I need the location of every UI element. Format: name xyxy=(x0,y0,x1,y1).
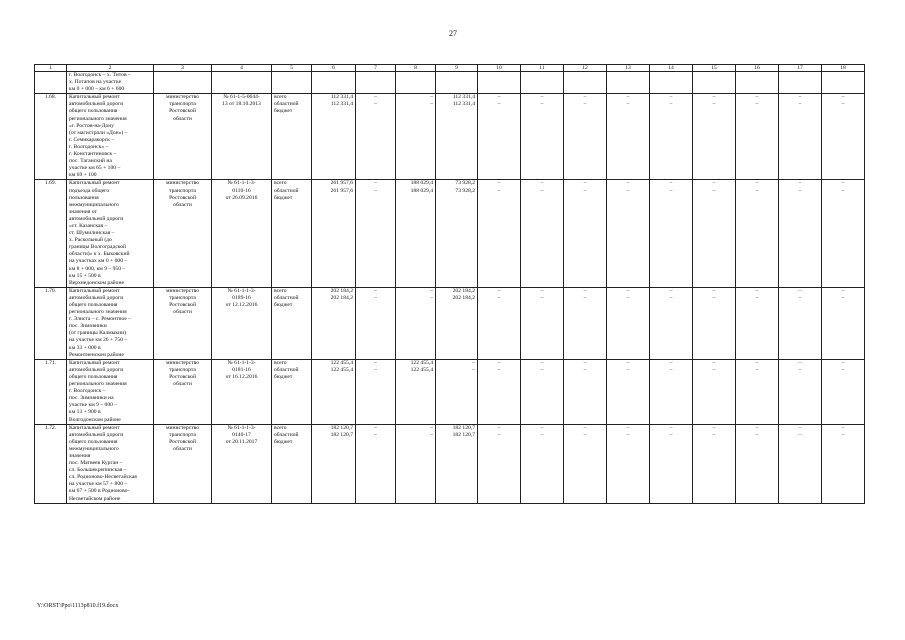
empty-cell xyxy=(35,72,67,94)
year-amount-14: – – xyxy=(650,180,693,287)
year-amount-15: – – xyxy=(693,359,736,424)
header-cell: 8 xyxy=(396,65,436,72)
empty-cell xyxy=(478,72,521,94)
year-amount-8: 122 455,4 122 455,4 xyxy=(396,359,436,424)
funding-source: всего областной бюджет xyxy=(272,359,312,424)
total-amount: 182 120,7 182 120,7 xyxy=(312,424,356,503)
year-amount-11: – – xyxy=(521,287,564,359)
header-cell: 6 xyxy=(312,65,356,72)
contract-reference: № 61-1-1-3- 0140-17 от 20.11.2017 xyxy=(212,424,272,503)
year-amount-13: – – xyxy=(607,94,650,180)
row-description: Капитальный ремонт автомобильной дороги общего пользования регионального значения «г. Ростов-на-Дону (от магистрали «Дон») – г. Семикаракорск – г. Волгодонск» – г. Константиновск – пос. Таганский на участке км 65 + 100 – км 69 + 100 xyxy=(67,94,154,180)
header-cell: 12 xyxy=(564,65,607,72)
empty-cell xyxy=(521,72,564,94)
table-row xyxy=(35,424,865,503)
header-cell: 18 xyxy=(822,65,865,72)
year-amount-12: – – xyxy=(564,424,607,503)
year-amount-15: – – xyxy=(693,94,736,180)
header-cell: 3 xyxy=(154,65,212,72)
year-amount-14: – – xyxy=(650,287,693,359)
year-amount-13: – – xyxy=(607,424,650,503)
year-amount-15: – – xyxy=(693,424,736,503)
header-cell: 4 xyxy=(212,65,272,72)
contract-reference: № 61-1-1-3- 0189-16 от 12.12.2016 xyxy=(212,287,272,359)
header-cell: 17 xyxy=(779,65,822,72)
year-amount-16: – – xyxy=(736,180,779,287)
header-cell: 1 xyxy=(35,65,67,72)
year-amount-17: – – xyxy=(779,424,822,503)
year-amount-10: – – xyxy=(478,94,521,180)
year-amount-11: – – xyxy=(521,424,564,503)
contract-reference: № 61-1-1-3- 0181-16 от 16.12.2016 xyxy=(212,359,272,424)
empty-cell xyxy=(154,72,212,94)
year-amount-11: – – xyxy=(521,180,564,287)
year-amount-16: – – xyxy=(736,424,779,503)
year-amount-16: – – xyxy=(736,359,779,424)
row-number: 1.72. xyxy=(35,424,67,503)
total-amount: 202 184,2 202 184,2 xyxy=(312,287,356,359)
empty-cell xyxy=(693,72,736,94)
funding-source: всего областной бюджет xyxy=(272,424,312,503)
row-number: 1.69. xyxy=(35,180,67,287)
year-amount-7: – – xyxy=(356,359,396,424)
year-amount-10: – – xyxy=(478,424,521,503)
empty-cell xyxy=(312,72,356,94)
empty-cell xyxy=(779,72,822,94)
year-amount-8: – – xyxy=(396,424,436,503)
year-amount-18: – – xyxy=(822,287,865,359)
year-amount-12: – – xyxy=(564,180,607,287)
row-number: 1.68. xyxy=(35,94,67,180)
year-amount-9: 182 120,7 182 120,7 xyxy=(436,424,478,503)
empty-cell xyxy=(356,72,396,94)
table-row xyxy=(35,287,865,359)
year-amount-18: – – xyxy=(822,359,865,424)
contract-reference: № 61-1-5-0644- 13 от 18.10.2013 xyxy=(212,94,272,180)
table-row xyxy=(35,180,865,287)
year-amount-10: – – xyxy=(478,287,521,359)
responsible-organization: министерство транспорта Ростовской области xyxy=(154,94,212,180)
year-amount-17: – – xyxy=(779,180,822,287)
empty-cell xyxy=(272,72,312,94)
header-cell: 13 xyxy=(607,65,650,72)
page-number: 27 xyxy=(449,29,457,38)
row-description: Капитальный ремонт автомобильной дороги общего пользования регионального значения г. Элиста – с. Ремонтное – пос. Зимовники (от границы Калмыкии) на участке км 26 + 750 – км 33 + 000 в Ремонтненском районе xyxy=(67,287,154,359)
header-row xyxy=(35,65,865,72)
year-amount-9: 73 928,2 73 928,2 xyxy=(436,180,478,287)
continuation-description: г. Волгодонск – х. Титов – х. Потапов на участке км 0 + 000 – км 6 + 600 xyxy=(67,72,154,94)
empty-cell xyxy=(736,72,779,94)
responsible-organization: министерство транспорта Ростовской области xyxy=(154,180,212,287)
year-amount-16: – – xyxy=(736,287,779,359)
file-path-footer: Y:\ORST\Ppo\1113p810.f19.docx xyxy=(37,603,119,609)
year-amount-7: – – xyxy=(356,287,396,359)
year-amount-7: – – xyxy=(356,424,396,503)
header-cell: 10 xyxy=(478,65,521,72)
empty-cell xyxy=(650,72,693,94)
header-cell: 2 xyxy=(67,65,154,72)
year-amount-16: – – xyxy=(736,94,779,180)
row-description: Капитальный ремонт автомобильной дороги общего пользования регионального значения г. Волгодонск – пос. Зимовники на участке км 9 – 000 – км 13 + 900 в Волгодонском районе xyxy=(67,359,154,424)
row-description: Капитальный ремонт автомобильной дороги общего пользования межмуниципального значения пос. Матвеев Курган – сл. Большекрепинская – сл. Родионово-Несветайская на участке км 57 + 800 – км 67 + 500 в Родионово- Несветайском районе xyxy=(67,424,154,503)
year-amount-18: – – xyxy=(822,424,865,503)
year-amount-9: – – xyxy=(436,359,478,424)
year-amount-7: – – xyxy=(356,180,396,287)
year-amount-7: – – xyxy=(356,94,396,180)
year-amount-13: – – xyxy=(607,359,650,424)
year-amount-14: – – xyxy=(650,94,693,180)
year-amount-11: – – xyxy=(521,359,564,424)
total-amount: 112 331,4 112 331,4 xyxy=(312,94,356,180)
header-cell: 5 xyxy=(272,65,312,72)
header-cell: 16 xyxy=(736,65,779,72)
continuation-row xyxy=(35,72,865,94)
year-amount-14: – – xyxy=(650,424,693,503)
row-number: 1.71. xyxy=(35,359,67,424)
year-amount-9: 112 331,4 112 331,4 xyxy=(436,94,478,180)
empty-cell xyxy=(822,72,865,94)
responsible-organization: министерство транспорта Ростовской области xyxy=(154,424,212,503)
empty-cell xyxy=(607,72,650,94)
year-amount-15: – – xyxy=(693,287,736,359)
header-cell: 14 xyxy=(650,65,693,72)
empty-cell xyxy=(436,72,478,94)
year-amount-8: – – xyxy=(396,94,436,180)
year-amount-12: – – xyxy=(564,287,607,359)
contract-reference: № 61-1-1-3- 0110-16 от 26.09.2016 xyxy=(212,180,272,287)
table-row xyxy=(35,359,865,424)
year-amount-9: 202 184,2 202 184,2 xyxy=(436,287,478,359)
total-amount: 122 455,4 122 455,4 xyxy=(312,359,356,424)
year-amount-17: – – xyxy=(779,359,822,424)
year-amount-17: – – xyxy=(779,94,822,180)
year-amount-10: – – xyxy=(478,359,521,424)
empty-cell xyxy=(564,72,607,94)
budget-table xyxy=(34,64,865,504)
table-row xyxy=(35,94,865,180)
empty-cell xyxy=(396,72,436,94)
year-amount-11: – – xyxy=(521,94,564,180)
row-number: 1.70. xyxy=(35,287,67,359)
funding-source: всего областной бюджет xyxy=(272,287,312,359)
header-cell: 9 xyxy=(436,65,478,72)
year-amount-12: – – xyxy=(564,94,607,180)
empty-cell xyxy=(212,72,272,94)
header-cell: 11 xyxy=(521,65,564,72)
funding-source: всего областной бюджет xyxy=(272,94,312,180)
row-description: Капитальный ремонт подъезда общего пользования межмуниципального значения от автомобильной дороги «ст. Казанская – ст. Шумилинская – х. Раскольный (до границы Волгоградской области)» к х. Быковский на участках км 0 + 000 – км 8 + 000, км 9 – 950 – км 15 + 500 в Верхнедонском районе xyxy=(67,180,154,287)
responsible-organization: министерство транспорта Ростовской области xyxy=(154,287,212,359)
year-amount-8: 188 029,4 188 029,4 xyxy=(396,180,436,287)
funding-source: всего областной бюджет xyxy=(272,180,312,287)
year-amount-15: – – xyxy=(693,180,736,287)
year-amount-13: – – xyxy=(607,180,650,287)
year-amount-18: – – xyxy=(822,94,865,180)
year-amount-14: – – xyxy=(650,359,693,424)
year-amount-12: – – xyxy=(564,359,607,424)
total-amount: 261 957,6 261 957,6 xyxy=(312,180,356,287)
year-amount-10: – – xyxy=(478,180,521,287)
responsible-organization: министерство транспорта Ростовской области xyxy=(154,359,212,424)
header-cell: 15 xyxy=(693,65,736,72)
year-amount-13: – – xyxy=(607,287,650,359)
year-amount-18: – – xyxy=(822,180,865,287)
header-cell: 7 xyxy=(356,65,396,72)
year-amount-17: – – xyxy=(779,287,822,359)
year-amount-8: – – xyxy=(396,287,436,359)
